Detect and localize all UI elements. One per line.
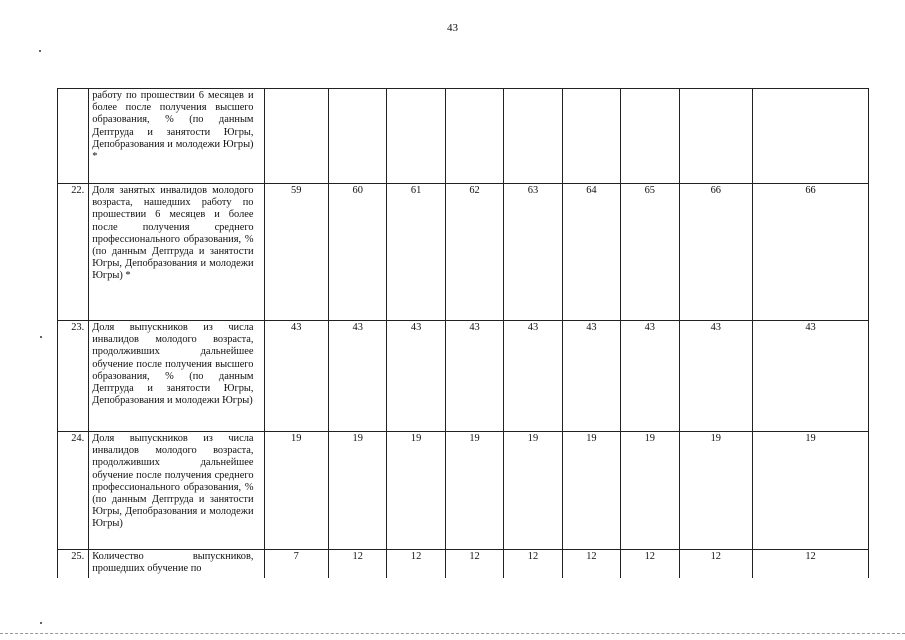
value-cell: 7 (264, 550, 328, 579)
value-cell (504, 89, 562, 184)
value-cell: 12 (387, 550, 445, 579)
value-cell: 66 (679, 184, 753, 321)
row-number (58, 89, 89, 184)
value-cell: 19 (264, 432, 328, 550)
page-number: 43 (447, 22, 458, 34)
indicator-description: Доля занятых инвалидов молодого возраста, нашедших работу по прошествии 6 месяцев и более после получения среднего профессионального образования, % (по данным Дептруда и занятости Югры, Депобразования и молодежи Югры) * (89, 184, 264, 321)
scan-speck (39, 50, 41, 52)
value-cell: 43 (679, 321, 753, 432)
scan-speck (40, 336, 42, 338)
indicator-description: Доля выпускников из числа инвалидов молодого возраста, продолживших дальнейшее обучение после получения среднего профессионального образования, % (по данным Дептруда и занятости Югры, Депобразования и молодежи Югры) (89, 432, 264, 550)
value-cell: 43 (264, 321, 328, 432)
value-cell: 61 (387, 184, 445, 321)
value-cell (264, 89, 328, 184)
value-cell: 19 (621, 432, 679, 550)
value-cell: 60 (328, 184, 386, 321)
value-cell: 43 (621, 321, 679, 432)
table-row (58, 184, 869, 321)
value-cell: 12 (328, 550, 386, 579)
value-cell: 59 (264, 184, 328, 321)
value-cell (445, 89, 503, 184)
value-cell: 12 (562, 550, 620, 579)
table-row (58, 89, 869, 184)
value-cell: 43 (445, 321, 503, 432)
table-row (58, 321, 869, 432)
value-cell (679, 89, 753, 184)
table-row (58, 432, 869, 550)
indicator-description: работу по прошествии 6 месяцев и более после получения высшего образования, % (по данным Дептруда и занятости Югры, Депобразования и молодежи Югры) * (89, 89, 264, 184)
value-cell: 66 (753, 184, 869, 321)
value-cell: 63 (504, 184, 562, 321)
value-cell (562, 89, 620, 184)
value-cell: 65 (621, 184, 679, 321)
value-cell: 12 (679, 550, 753, 579)
indicator-description: Количество выпускников, прошедших обучение по (89, 550, 264, 579)
value-cell: 43 (387, 321, 445, 432)
value-cell: 43 (562, 321, 620, 432)
value-cell (328, 89, 386, 184)
value-cell: 19 (328, 432, 386, 550)
value-cell: 12 (445, 550, 503, 579)
indicators-table (57, 88, 869, 578)
value-cell: 19 (562, 432, 620, 550)
value-cell: 19 (679, 432, 753, 550)
row-number: 24. (58, 432, 89, 550)
value-cell: 12 (621, 550, 679, 579)
scan-speck (40, 622, 42, 624)
value-cell: 43 (328, 321, 386, 432)
scan-bottom-edge (0, 633, 905, 634)
value-cell: 12 (753, 550, 869, 579)
value-cell (387, 89, 445, 184)
value-cell (621, 89, 679, 184)
row-number: 23. (58, 321, 89, 432)
value-cell: 19 (504, 432, 562, 550)
value-cell: 19 (445, 432, 503, 550)
value-cell: 62 (445, 184, 503, 321)
value-cell: 64 (562, 184, 620, 321)
row-number: 25. (58, 550, 89, 579)
value-cell (753, 89, 869, 184)
table-row (58, 550, 869, 579)
value-cell: 19 (753, 432, 869, 550)
value-cell: 43 (753, 321, 869, 432)
indicator-description: Доля выпускников из числа инвалидов молодого возраста, продолживших дальнейшее обучение после получения высшего образования, % (по данным Дептруда и занятости Югры, Депобразования и молодежи Югры) (89, 321, 264, 432)
value-cell: 12 (504, 550, 562, 579)
row-number: 22. (58, 184, 89, 321)
indicators-table-wrapper (57, 88, 869, 578)
value-cell: 19 (387, 432, 445, 550)
value-cell: 43 (504, 321, 562, 432)
